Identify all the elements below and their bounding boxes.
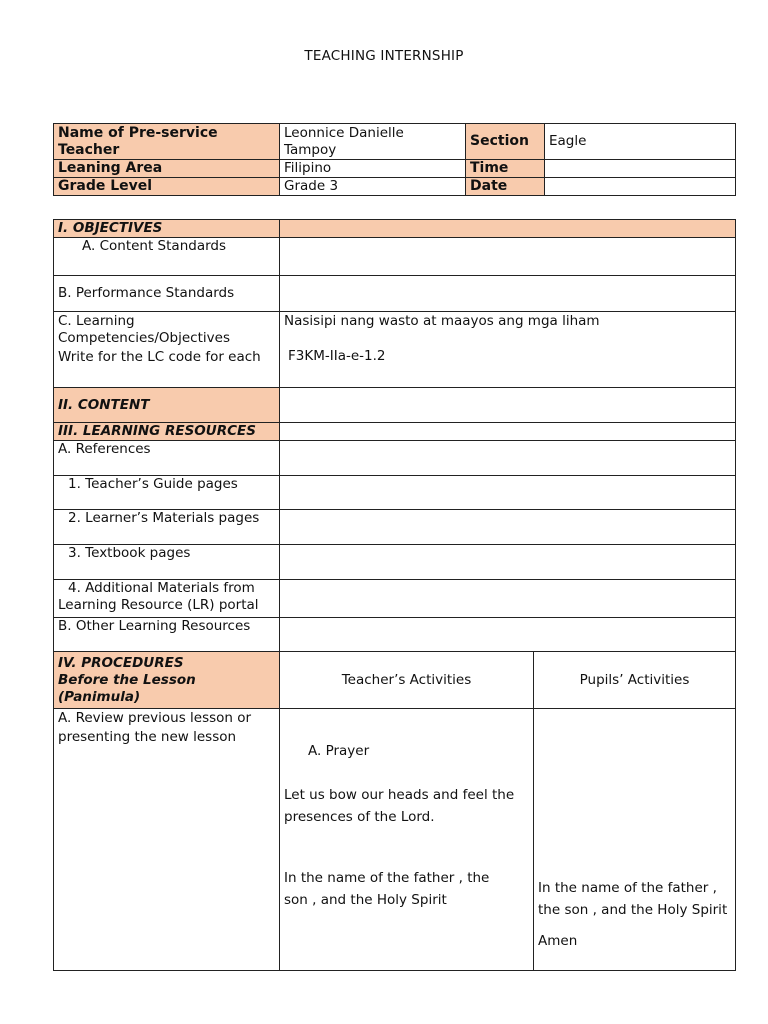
name-value (280, 124, 466, 160)
section-value: Eagle (545, 124, 736, 160)
other-resources-label: B. Other Learning Resources (54, 618, 280, 652)
procedures-line2: Before the Lesson (58, 671, 196, 688)
review-label (54, 709, 280, 971)
date-value (545, 178, 736, 196)
textbook-label: 3. Textbook pages (54, 545, 280, 580)
learners-materials-value (280, 510, 736, 545)
teachers-guide-value (280, 476, 736, 510)
pupil-line2: the son , and the Holy Spirit (538, 902, 728, 918)
teachers-activities-header: Teacher’s Activities (280, 652, 534, 709)
additional-materials-value (280, 580, 736, 618)
name-value-line2: Tampoy (284, 141, 337, 158)
time-value (545, 160, 736, 178)
additional-materials-label (54, 580, 280, 618)
bow-line2: presences of the Lord. (284, 809, 435, 825)
prayer-heading: A. Prayer (308, 743, 370, 759)
procedures-header (54, 652, 280, 709)
name-value-line1: Leonnice Danielle (284, 124, 404, 141)
lesson-plan-table (53, 219, 736, 971)
teachers-guide-label: 1. Teacher’s Guide pages (54, 476, 280, 510)
other-resources-value (280, 618, 736, 652)
lc-line2: Competencies/Objectives (58, 330, 230, 346)
references-value (280, 441, 736, 476)
procedures-line1: IV. PROCEDURES (58, 654, 184, 671)
performance-standards-value (280, 276, 736, 312)
document-title: TEACHING INTERNSHIP (304, 48, 464, 64)
additional-line2: Learning Resource (LR) portal (58, 597, 259, 613)
learning-resources-header: III. LEARNING RESOURCES (54, 423, 280, 441)
teacher-info-table (53, 123, 736, 196)
additional-line1: 4. Additional Materials from (68, 580, 255, 596)
teacher-name-line1: In the name of the father , the (284, 870, 490, 886)
pupil-activity-cell (534, 709, 736, 971)
teacher-activity-cell (280, 709, 534, 971)
lc-code: F3KM-IIa-e-1.2 (288, 348, 386, 364)
lc-line3: Write for the LC code for each (58, 349, 261, 365)
content-standards-value (280, 238, 736, 276)
time-label: Time (466, 160, 545, 178)
pupil-line1: In the name of the father , (538, 880, 717, 896)
review-line2: presenting the new lesson (58, 729, 237, 745)
learning-competencies-label (54, 312, 280, 388)
objectives-header-fill (280, 220, 736, 238)
lc-line1: C. Learning (58, 313, 135, 329)
references-label: A. References (54, 441, 280, 476)
learning-competencies-value (280, 312, 736, 388)
name-label: Name of Pre-service Teacher (54, 124, 280, 160)
content-value (280, 388, 736, 423)
review-line1: A. Review previous lesson or (58, 710, 252, 726)
lc-value: Nasisipi nang wasto at maayos ang mga liham (284, 313, 600, 329)
performance-standards-label: B. Performance Standards (54, 276, 280, 312)
date-label: Date (466, 178, 545, 196)
section-label: Section (466, 124, 545, 160)
grade-label: Grade Level (54, 178, 280, 196)
learners-materials-label: 2. Learner’s Materials pages (54, 510, 280, 545)
textbook-value (280, 545, 736, 580)
learning-resources-fill (280, 423, 736, 441)
pupil-amen: Amen (538, 933, 578, 949)
grade-value: Grade 3 (280, 178, 466, 196)
procedures-line3: (Panimula) (58, 688, 141, 705)
pupils-activities-header: Pupils’ Activities (534, 652, 736, 709)
content-header: II. CONTENT (54, 388, 280, 423)
area-label: Leaning Area (54, 160, 280, 178)
teacher-name-line2: son , and the Holy Spirit (284, 892, 447, 908)
area-value: Filipino (280, 160, 466, 178)
bow-line1: Let us bow our heads and feel the (284, 787, 515, 803)
objectives-header: I. OBJECTIVES (54, 220, 280, 238)
content-standards-label: A. Content Standards (54, 238, 280, 276)
